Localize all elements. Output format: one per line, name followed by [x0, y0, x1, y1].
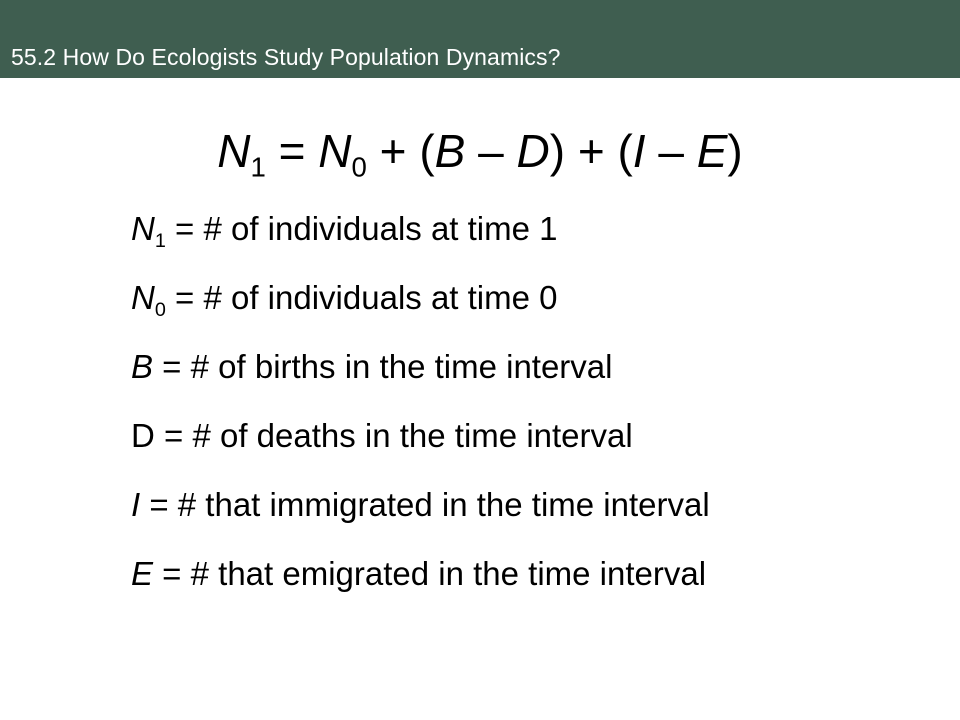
definition-text: = # of individuals at time 1	[165, 210, 558, 247]
definition-text: = # that immigrated in the time interval	[140, 486, 710, 523]
definition-e	[131, 555, 891, 593]
definition-var: E	[131, 555, 154, 592]
equation-close: )	[727, 125, 743, 177]
definition-i	[131, 486, 741, 524]
definition-b	[131, 348, 891, 386]
header-bar	[0, 0, 960, 78]
equation-d: D	[516, 125, 550, 177]
definitions-list	[131, 210, 891, 624]
definition-text: = # that emigrated in the time interval	[153, 555, 707, 592]
equation-minus-2: –	[645, 125, 697, 177]
definition-subscript: 0	[154, 298, 166, 321]
definition-subscript: 1	[154, 229, 166, 252]
definition-var: B	[131, 348, 154, 385]
definition-var: I	[131, 486, 141, 523]
equation-close-plus-open: ) + (	[549, 125, 633, 177]
definition-n0	[131, 279, 891, 321]
population-equation	[0, 124, 960, 183]
definition-text: = # of deaths in the time interval	[154, 417, 633, 454]
equation-n0-subscript: 0	[351, 151, 367, 183]
definition-var: N	[131, 210, 155, 247]
equation-n1: N	[217, 125, 251, 177]
definition-n1	[131, 210, 891, 252]
definition-var: N	[131, 279, 155, 316]
definition-text: = # of births in the time interval	[153, 348, 613, 385]
definition-d	[131, 417, 891, 455]
definition-var: D	[131, 417, 155, 454]
slide-title: 55.2 How Do Ecologists Study Population Dynamics?	[11, 44, 561, 70]
equation-n1-subscript: 1	[250, 151, 266, 183]
equation-i: I	[632, 125, 646, 177]
definition-text: = # of individuals at time 0	[165, 279, 558, 316]
equation-e: E	[696, 125, 728, 177]
equation-n0: N	[318, 125, 352, 177]
equation-plus-open: + (	[366, 125, 435, 177]
equation-equals: =	[265, 125, 319, 177]
equation-b: B	[434, 125, 466, 177]
equation-minus-1: –	[465, 125, 517, 177]
